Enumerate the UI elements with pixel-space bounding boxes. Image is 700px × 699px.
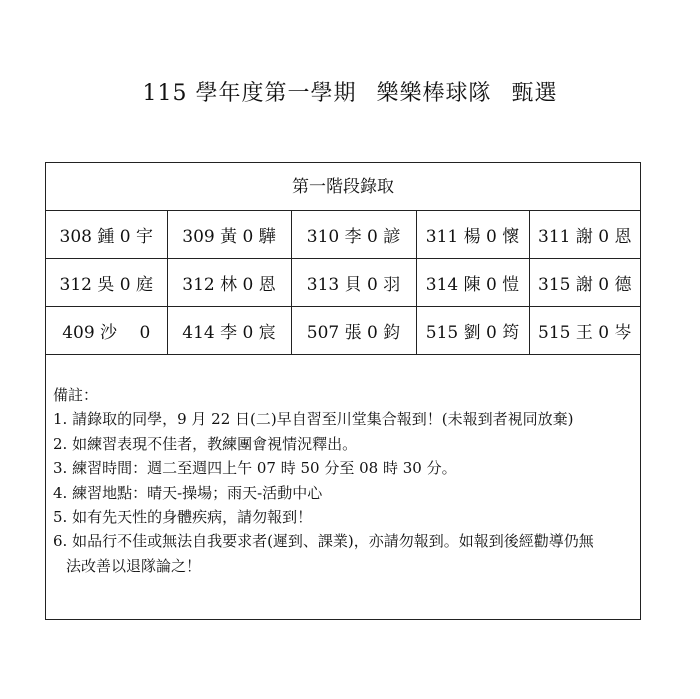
note-item: 4. 練習地點：晴天-操場；雨天-活動中心 xyxy=(53,483,323,502)
note-item-continuation: 法改善以退隊論之！ xyxy=(66,556,202,575)
table-row xyxy=(46,307,640,355)
student-cell: 313 貝 0 羽 xyxy=(291,259,416,307)
notes-section xyxy=(46,355,640,578)
note-item: 5. 如有先天性的身體疾病，請勿報到！ xyxy=(53,508,313,527)
notes-label: 備註： xyxy=(53,386,99,404)
student-cell: 314 陳 0 愷 xyxy=(416,259,529,307)
note-item: 3. 練習時間：週二至週四上午 07 時 50 分至 08 時 30 分。 xyxy=(53,459,457,478)
title-event: 甄選 xyxy=(511,81,558,106)
note-item: 2. 如練習表現不佳者，教練團會視情況釋出。 xyxy=(53,434,358,453)
selection-results-box xyxy=(45,162,641,620)
page-title xyxy=(0,76,700,107)
student-cell: 507 張 0 鈞 xyxy=(291,307,416,355)
note-item: 1. 請錄取的同學，9 月 22 日(二)早自習至川堂集合報到！(未報到者視同放棄) xyxy=(53,410,574,429)
table-row xyxy=(46,259,640,307)
title-term: 115 學年度第一學期 xyxy=(142,81,357,106)
student-cell: 409 沙 0 xyxy=(46,307,167,355)
table-row xyxy=(46,211,640,259)
student-cell: 310 李 0 諺 xyxy=(291,211,416,259)
title-team: 樂樂棒球隊 xyxy=(376,81,492,106)
student-cell: 308 鍾 0 宇 xyxy=(46,211,167,259)
student-cell: 312 林 0 恩 xyxy=(167,259,291,307)
admitted-roster-table xyxy=(46,211,640,355)
student-cell: 309 黃 0 驊 xyxy=(167,211,291,259)
student-cell: 515 王 0 岑 xyxy=(529,307,640,355)
student-cell: 312 吳 0 庭 xyxy=(46,259,167,307)
stage-heading: 第一階段錄取 xyxy=(46,163,640,211)
student-cell: 311 楊 0 懷 xyxy=(416,211,529,259)
note-item: 6. 如品行不佳或無法自我要求者(遲到、課業)，亦請勿報到。如報到後經勸導仍無 xyxy=(53,532,594,551)
student-cell: 311 謝 0 恩 xyxy=(529,211,640,259)
student-cell: 515 劉 0 筠 xyxy=(416,307,529,355)
student-cell: 315 謝 0 德 xyxy=(529,259,640,307)
student-cell: 414 李 0 宸 xyxy=(167,307,291,355)
